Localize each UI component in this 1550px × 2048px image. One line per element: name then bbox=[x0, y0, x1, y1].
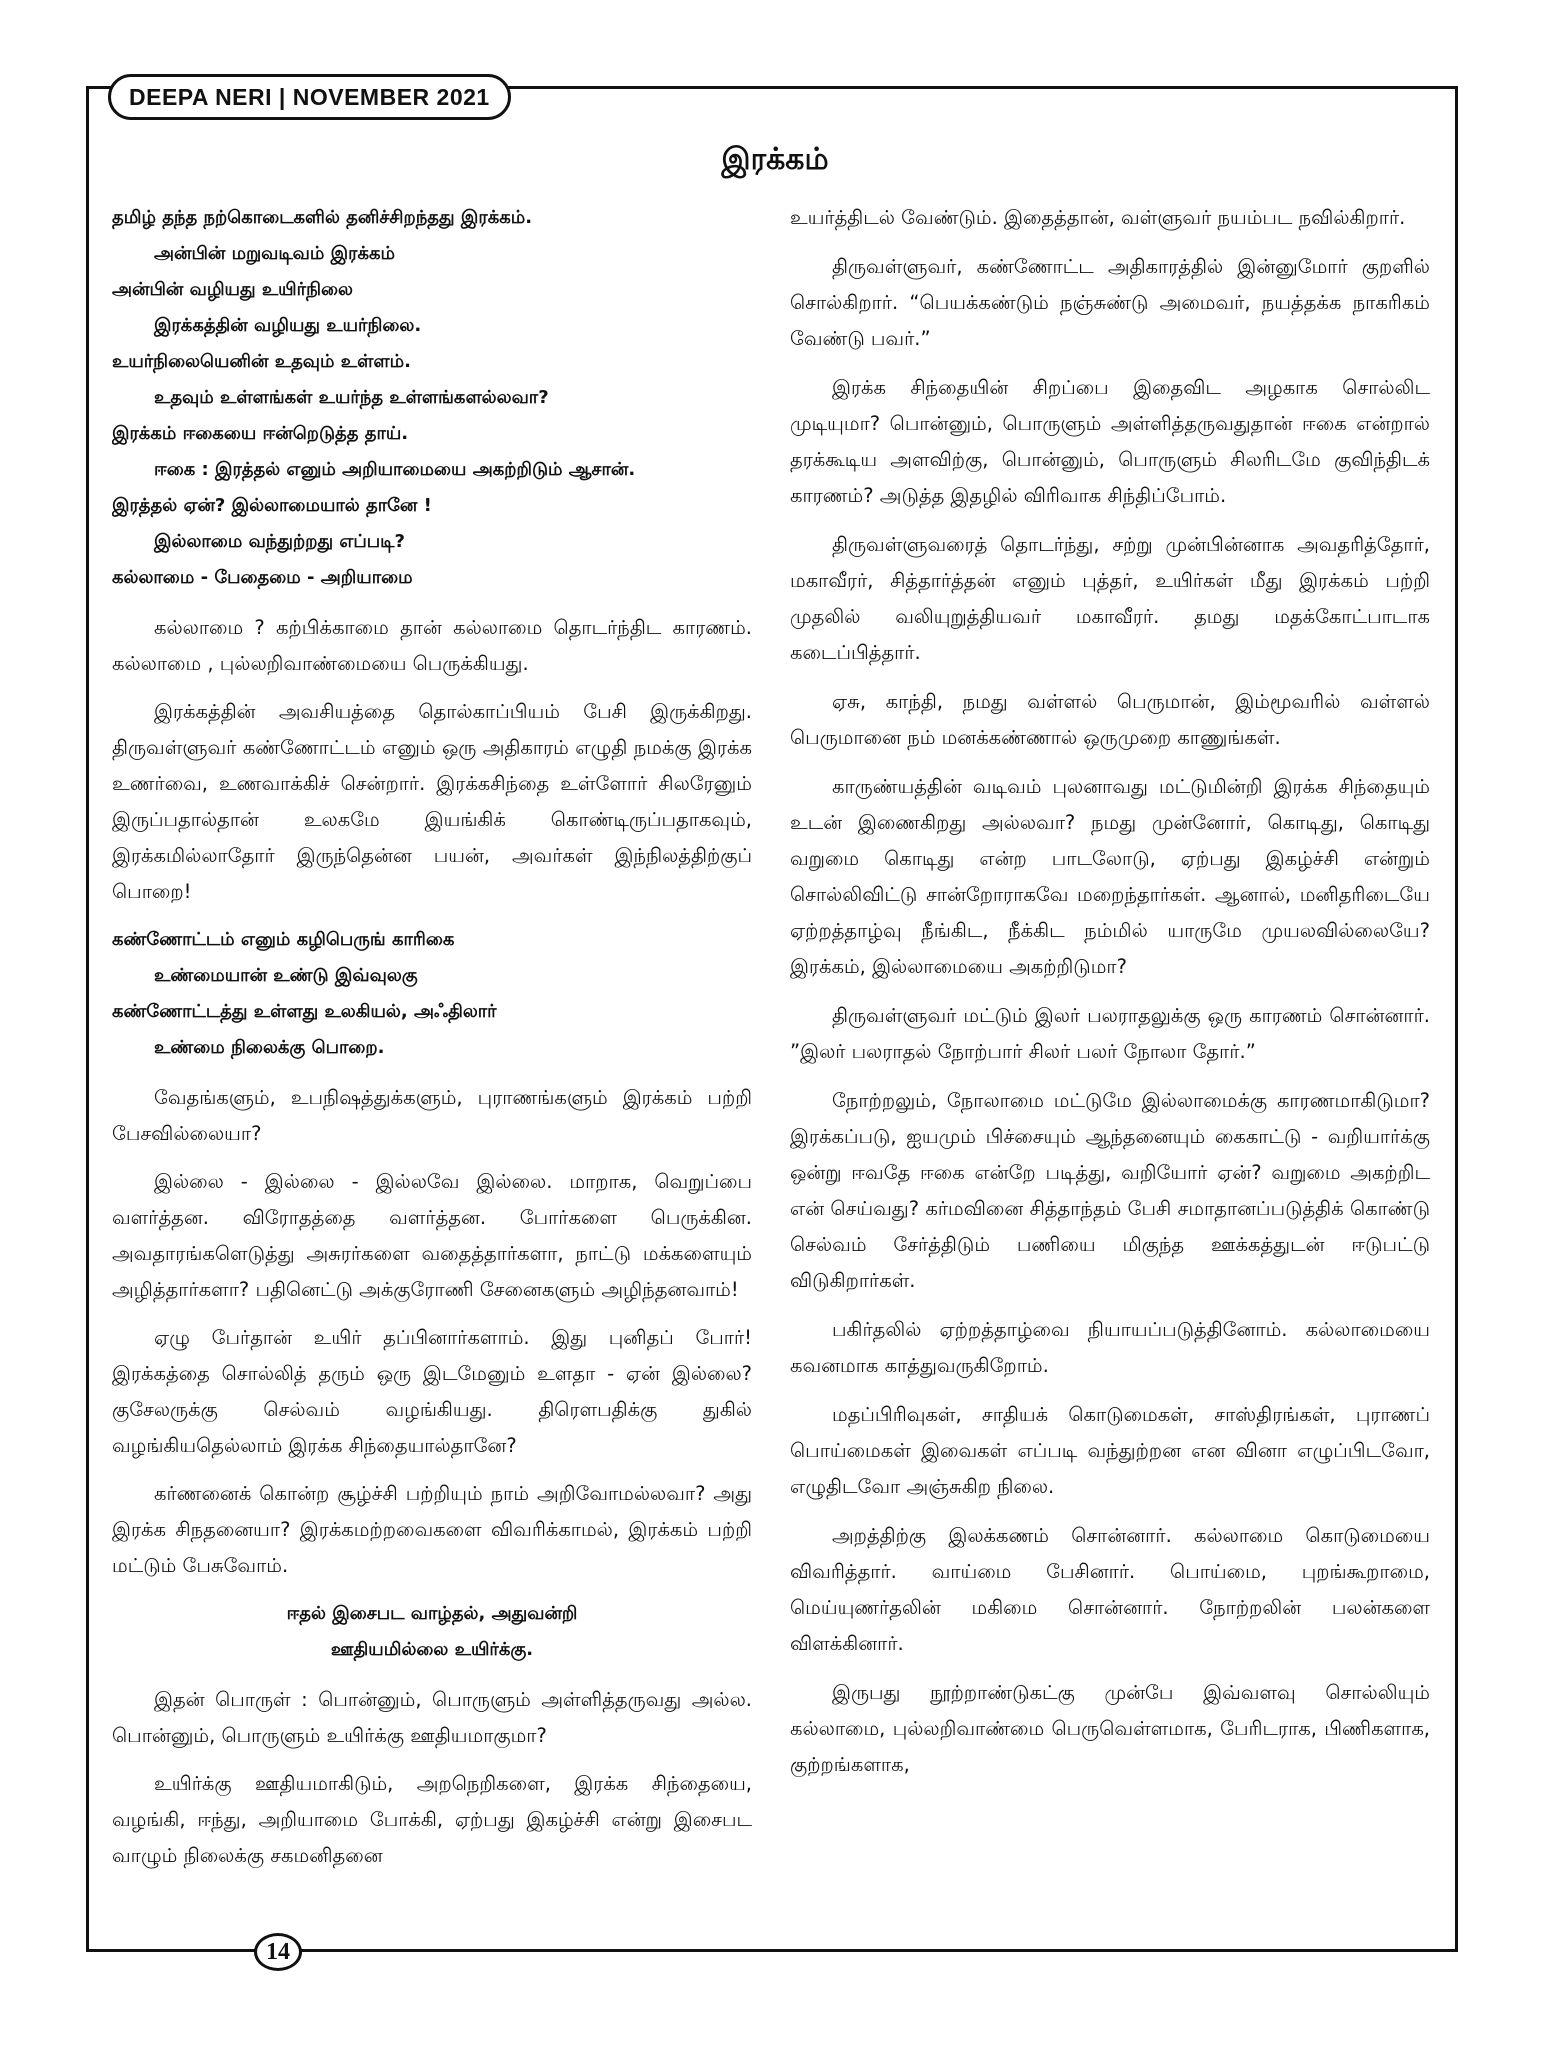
verse-line: உயர்நிலையெனின் உதவும் உள்ளம். bbox=[112, 351, 411, 372]
body-paragraph: இரக்க சிந்தையின் சிறப்பை இதைவிட அழகாக சொல்லிட முடியுமா? பொன்னும், பொருளும் அள்ளித்தருவதுதான் ஈகை என்றால் தரக்கூடிய அளவிற்கு, பொன்னும், பொருளும் சிலரிடமே குவிந்திடக் காரணம்? அடுத்த இதழில் விரிவாக சிந்திப்போம். bbox=[790, 376, 1430, 507]
body-paragraph: உயிர்க்கு ஊதியமாகிடும், அறநெறிகளை, இரக்க சிந்தையை, வழங்கி, ஈந்து, அறியாமை போக்கி, ஏற்பது இகழ்ச்சி என்று இசைபட வாழும் நிலைக்கு சகமனிதனை bbox=[112, 1772, 752, 1867]
body-paragraph: இல்லை - இல்லை - இல்லவே இல்லை. மாறாக, வெறுப்பை வளர்த்தன. விரோதத்தை வளர்த்தன. போர்களை பெருக்கின. அவதாரங்களெடுத்து அசுரர்களை வதைத்தார்களா, நாட்டு மக்களையும் அழித்தார்களா? பதினெட்டு அக்குரோணி சேனைகளும் அழிந்தனவாம்! bbox=[112, 1170, 752, 1301]
verse-line: ஈதல் இசைபட வாழ்தல், அதுவன்றி bbox=[286, 1603, 578, 1624]
verse-line: உண்மையான் உண்டு இவ்வுலகு bbox=[154, 965, 418, 986]
verse-line: கண்ணோட்டம் எனும் கழிபெருங் காரிகை bbox=[112, 929, 455, 950]
body-paragraph: ஏசு, காந்தி, நமது வள்ளல் பெருமான், இம்மூவரில் வள்ளல் பெருமானை நம் மனக்கண்ணால் ஒருமுறை காணுங்கள். bbox=[790, 690, 1430, 749]
verse-line: ஊதியமில்லை உயிர்க்கு. bbox=[330, 1639, 534, 1660]
opening-verse bbox=[112, 200, 752, 596]
verse-line: இரக்கத்தின் வழியது உயர்நிலை. bbox=[154, 315, 422, 336]
verse-line: இரக்கம் ஈகையை ஈன்றெடுத்த தாய். bbox=[112, 423, 409, 444]
body-paragraph: ஏழு பேர்தான் உயிர் தப்பினார்களாம். இது புனிதப் போர்! இரக்கத்தை சொல்லித் தரும் ஒரு இடமேனும் உளதா - ஏன் இல்லை? குசேலருக்கு செல்வம் வழங்கியது. திரௌபதிக்கு துகில் வழங்கியதெல்லாம் இரக்க சிந்தையால்தானே? bbox=[112, 1326, 752, 1457]
body-paragraph: இருபது நூற்றாண்டுகட்கு முன்பே இவ்வளவு சொல்லியும் கல்லாமை, புல்லறிவாண்மை பெருவெள்ளமாக, பேரிடராக, பிணிகளாக, குற்றங்களாக, bbox=[790, 1681, 1430, 1776]
body-paragraph: இரக்கத்தின் அவசியத்தை தொல்காப்பியம் பேசி இருக்கிறது. திருவள்ளுவர் கண்ணோட்டம் எனும் ஒரு அதிகாரம் எழுதி நமக்கு இரக்க உணர்வை, உணவாக்கிச் சென்றார். இரக்கசிந்தை உள்ளோர் சிலரேனும் இருப்பதால்தான் உலகமே இயங்கிக் கொண்டிருப்பதாகவும், இரக்கமில்லாதோர் இருந்தென்ன பயன், அவர்கள் இந்நிலத்திற்குப் பொறை! bbox=[112, 700, 752, 903]
right-column bbox=[790, 200, 1430, 1900]
body-paragraph: திருவள்ளுவர் மட்டும் இலர் பலராதலுக்கு ஒரு காரணம் சொன்னார். ”இலர் பலராதல் நோற்பார் சிலர் பலர் நோலா தோர்.” bbox=[790, 1004, 1430, 1063]
verse-line: இரத்தல் ஏன்? இல்லாமையால் தானே ! bbox=[112, 495, 432, 516]
page-number: 14 bbox=[254, 1933, 302, 1971]
body-paragraph: உயர்த்திடல் வேண்டும். இதைத்தான், வள்ளுவர் நயம்பட நவில்கிறார். bbox=[790, 206, 1406, 229]
body-paragraph: திருவள்ளுவரைத் தொடர்ந்து, சற்று முன்பின்னாக அவதரித்தோர், மகாவீரர், சித்தார்த்தன் எனும் புத்தர், உயிர்கள் மீது இரக்கம் பற்றி முதலில் வலியுறுத்தியவர் மகாவீரர். தமது மதக்கோட்பாடாக கடைப்பித்தார். bbox=[790, 533, 1430, 664]
body-paragraph: வேதங்களும், உபநிஷத்துக்களும், புராணங்களும் இரக்கம் பற்றி பேசவில்லையா? bbox=[112, 1086, 752, 1145]
verse-line: கண்ணோட்டத்து உள்ளது உலகியல், அஃதிலார் bbox=[112, 1001, 497, 1022]
magazine-header-label: DEEPA NERI | NOVEMBER 2021 bbox=[129, 83, 490, 110]
kural-verse bbox=[112, 922, 752, 1066]
article-title: இரக்கம் bbox=[721, 142, 829, 177]
body-paragraph: கல்லாமை ? கற்பிக்காமை தான் கல்லாமை தொடர்ந்திட காரணம். கல்லாமை , புல்லறிவாண்மையை பெருக்கியது. bbox=[112, 616, 752, 675]
body-paragraph: திருவள்ளுவர், கண்ணோட்ட அதிகாரத்தில் இன்னுமோர் குறளில் சொல்கிறார். “பெயக்கண்டும் நஞ்சுண்டு அமைவர், நயத்தக்க நாகரிகம் வேண்டு பவர்.” bbox=[790, 255, 1430, 350]
body-paragraph: அறத்திற்கு இலக்கணம் சொன்னார். கல்லாமை கொடுமையை விவரித்தார். வாய்மை பேசினார். பொய்மை, புறங்கூறாமை, மெய்யுணர்தலின் மகிமை சொன்னார். நோற்றலின் பலன்களை விளக்கினார். bbox=[790, 1524, 1430, 1655]
body-paragraph: நோற்றலும், நோலாமை மட்டுமே இல்லாமைக்கு காரணமாகிடுமா? இரக்கப்படு, ஐயமும் பிச்சையும் ஆந்தனையும் கைகாட்டு - வறியார்க்கு ஒன்று ஈவதே ஈகை என்றே படித்து, வறியோர் ஏன்? வறுமை அகற்றிட என் செய்வது? கர்மவினை சித்தாந்தம் பேசி சமாதானப்படுத்திக் கொண்டு செல்வம் சேர்த்திடும் பணியை மிகுந்த ஊக்கத்துடன் ஈடுபட்டு விடுகிறார்கள். bbox=[790, 1089, 1430, 1292]
verse-line: தமிழ் தந்த நற்கொடைகளில் தனிச்சிறந்தது இரக்கம். bbox=[112, 207, 533, 228]
verse-line: உதவும் உள்ளங்கள் உயர்ந்த உள்ளங்களல்லவா? bbox=[154, 387, 549, 408]
left-column bbox=[112, 200, 752, 1900]
verse-line: உண்மை நிலைக்கு பொறை. bbox=[154, 1037, 385, 1058]
verse-line: அன்பின் வழியது உயிர்நிலை bbox=[112, 279, 353, 300]
body-paragraph: காருண்யத்தின் வடிவம் புலனாவது மட்டுமின்றி இரக்க சிந்தையும் உடன் இணைகிறது அல்லவா? நமது முன்னோர், கொடிது, கொடிது வறுமை கொடிது என்ற பாடலோடு, ஏற்பது இகழ்ச்சி என்றும் சொல்லிவிட்டு சான்றோராகவே மறைந்தார்கள். ஆனால், மனிதரிடையே ஏற்றத்தாழ்வு நீங்கிட, நீக்கிட நம்மில் யாருமே முயலவில்லையே? இரக்கம், இல்லாமையை அகற்றிடுமா? bbox=[790, 775, 1430, 978]
kural-verse-centered bbox=[112, 1596, 752, 1668]
verse-line: கல்லாமை - பேதைமை - அறியாமை bbox=[112, 567, 413, 588]
verse-line: இல்லாமை வந்துற்றது எப்படி? bbox=[154, 531, 405, 552]
magazine-header bbox=[108, 74, 511, 120]
body-paragraph: கர்ணனைக் கொன்ற சூழ்ச்சி பற்றியும் நாம் அறிவோமல்லவா? அது இரக்க சிநதனையா? இரக்கமற்றவைகளை விவரிக்காமல், இரக்கம் பற்றி மட்டும் பேசுவோம். bbox=[112, 1482, 752, 1577]
body-paragraph: இதன் பொருள் : பொன்னும், பொருளும் அள்ளித்தருவது அல்ல. பொன்னும், பொருளும் உயிர்க்கு ஊதியமாகுமா? bbox=[112, 1688, 752, 1747]
body-paragraph: பகிர்தலில் ஏற்றத்தாழ்வை நியாயப்படுத்தினோம். கல்லாமையை கவனமாக காத்துவருகிறோம். bbox=[790, 1318, 1430, 1377]
verse-line: ஈகை : இரத்தல் எனும் அறியாமையை அகற்றிடும் ஆசான். bbox=[154, 459, 636, 480]
verse-line: அன்பின் மறுவடிவம் இரக்கம் bbox=[154, 243, 395, 264]
body-paragraph: மதப்பிரிவுகள், சாதியக் கொடுமைகள், சாஸ்திரங்கள், புராணப் பொய்மைகள் இவைகள் எப்படி வந்துற்றன என வினா எழுப்பிடவோ, எழுதிடவோ அஞ்சுகிற நிலை. bbox=[790, 1403, 1430, 1498]
